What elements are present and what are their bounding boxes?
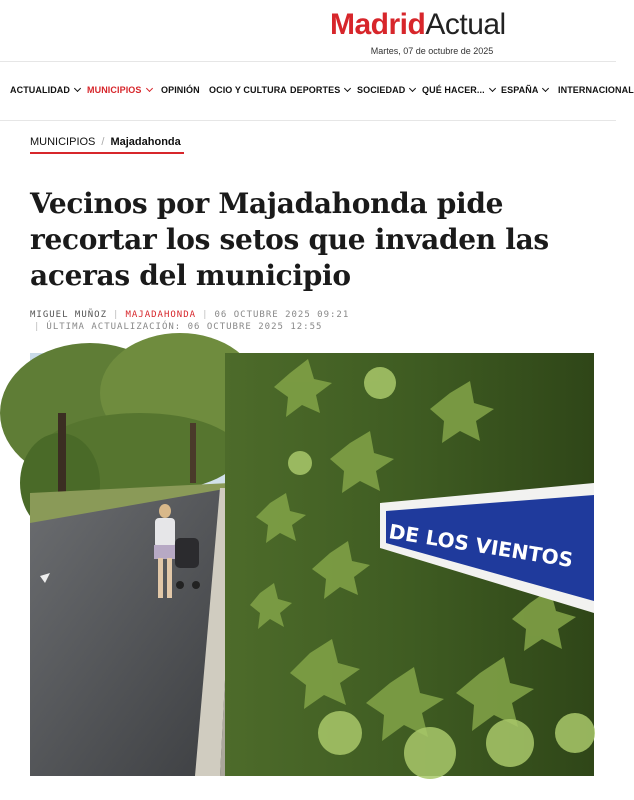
nav-item-municipios[interactable] <box>87 85 152 95</box>
meta-separator: | <box>113 310 120 320</box>
nav-item-internacional[interactable] <box>558 85 634 95</box>
nav-item-actualidad[interactable] <box>10 85 80 95</box>
street-sign-text: DE LOS VIENTOS <box>387 519 575 573</box>
current-date: Martes, 07 de octubre de 2025 <box>370 46 494 56</box>
breadcrumb-separator: / <box>101 136 105 148</box>
nav-label: DEPORTES <box>290 85 341 95</box>
main-nav <box>0 61 634 121</box>
chevron-down-icon <box>74 85 81 92</box>
nav-label: SOCIEDAD <box>357 85 406 95</box>
updated-date: ÚLTIMA ACTUALIZACIÓN: 06 OCTUBRE 2025 12:55 <box>46 322 323 332</box>
meta-separator: | <box>202 310 209 320</box>
nav-item-sociedad[interactable] <box>357 85 415 95</box>
breadcrumb-underline <box>30 152 184 154</box>
breadcrumb-current-link[interactable]: Majadahonda <box>110 136 181 148</box>
nav-item-ocio-y-cultura[interactable] <box>209 85 287 95</box>
nav-label: INTERNACIONAL <box>558 85 634 95</box>
nav-item-espana[interactable] <box>501 85 548 95</box>
logo-part-madrid: Madrid <box>330 8 426 41</box>
published-date: 06 OCTUBRE 2025 09:21 <box>214 310 350 320</box>
article-photo[interactable] <box>30 353 594 776</box>
site-logo[interactable] <box>330 8 506 42</box>
nav-label: QUÉ HACER... <box>422 85 485 95</box>
meta-separator: | <box>34 322 41 332</box>
chevron-down-icon <box>344 85 351 92</box>
nav-label: ESPAÑA <box>501 85 539 95</box>
logo-part-actual: Actual <box>425 8 506 41</box>
chevron-down-icon <box>489 85 496 92</box>
breadcrumb-section-link[interactable]: MUNICIPIOS <box>30 136 96 148</box>
nav-item-opinion[interactable] <box>161 85 200 95</box>
nav-label: OPINIÓN <box>161 85 200 95</box>
nav-label: OCIO Y CULTURA <box>209 85 287 95</box>
masthead <box>0 0 616 60</box>
hedge-sidewalk-photo <box>30 353 594 776</box>
author-link[interactable]: MIGUEL MUÑOZ <box>30 310 108 320</box>
article-title: Vecinos por Majadahonda pide recortar los setos que invaden las aceras del municipio <box>30 187 549 292</box>
nav-label: MUNICIPIOS <box>87 85 142 95</box>
chevron-down-icon <box>542 85 549 92</box>
nav-label: ACTUALIDAD <box>10 85 70 95</box>
nav-item-deportes[interactable] <box>290 85 350 95</box>
category-link[interactable]: MAJADAHONDA <box>125 310 197 320</box>
breadcrumb <box>30 136 181 148</box>
article-meta-updated <box>30 322 322 332</box>
chevron-down-icon <box>409 85 416 92</box>
chevron-down-icon <box>145 85 152 92</box>
article-meta <box>30 310 349 320</box>
nav-item-que-hacer[interactable] <box>422 85 495 95</box>
